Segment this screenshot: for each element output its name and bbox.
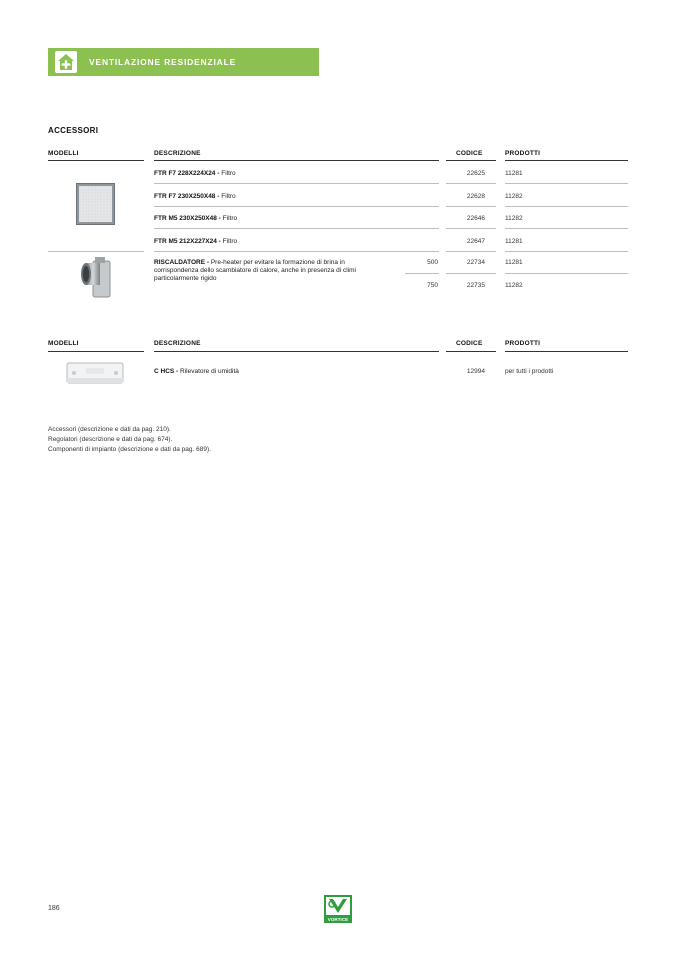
row-divider <box>505 273 628 274</box>
codice-value: 22647 <box>466 238 485 245</box>
page-number: 186 <box>48 905 60 912</box>
model-name: C HCS <box>154 368 175 375</box>
humidity-sensor-image <box>66 360 126 386</box>
model-desc: Rilevatore di umidità <box>180 368 239 375</box>
row-divider <box>48 251 144 252</box>
col-header-modelli: MODELLI <box>48 150 79 157</box>
row-divider <box>446 206 496 207</box>
header-rule <box>154 351 439 352</box>
model-desc: Pre-heater per evitare la formazione di brina in corrispondenza dello scambiatore di calore, anche in presenza di climi particolarmente rigido <box>154 259 356 282</box>
row-divider <box>505 251 628 252</box>
row-divider <box>405 273 439 274</box>
separator: - <box>215 170 222 177</box>
note-line: Componenti di impianto (descrizione e dati da pag. 689). <box>48 446 211 453</box>
house-fan-icon <box>55 51 77 73</box>
heater-image <box>80 255 114 299</box>
codice-value: 22646 <box>466 215 485 222</box>
separator: - <box>174 368 181 375</box>
header-rule <box>48 351 144 352</box>
row-divider <box>505 206 628 207</box>
power-value: 750 <box>427 282 438 289</box>
section-header-bar <box>48 48 319 76</box>
header-title: VENTILAZIONE RESIDENZIALE <box>89 57 237 67</box>
row-divider <box>154 228 439 229</box>
model-name: RISCALDATORE <box>154 259 206 266</box>
table-row <box>154 193 236 201</box>
row-divider <box>446 228 496 229</box>
header-rule <box>505 160 628 161</box>
vortice-logo <box>324 895 352 923</box>
section-title: ACCESSORI <box>48 126 99 135</box>
prodotti-value: 11281 <box>505 259 523 266</box>
row-divider <box>446 273 496 274</box>
codice-value: 12994 <box>466 368 485 375</box>
model-desc: Filtro <box>222 215 238 222</box>
row-divider <box>154 251 439 252</box>
model-name: FTR M5 212X227X24 <box>154 238 217 245</box>
separator: - <box>215 193 222 200</box>
row-divider <box>505 183 628 184</box>
model-name: FTR M5 230X250X48 <box>154 215 217 222</box>
separator: - <box>205 259 211 266</box>
header-rule <box>446 160 496 161</box>
separator: - <box>216 215 223 222</box>
note-line: Accessori (descrizione e dati da pag. 210). <box>48 426 171 433</box>
header-rule <box>48 160 144 161</box>
col-header-codice: CODICE <box>456 340 483 347</box>
header-rule <box>505 351 628 352</box>
table-row <box>154 259 386 283</box>
row-divider <box>154 183 439 184</box>
col-header-descrizione: DESCRIZIONE <box>154 340 201 347</box>
codice-value: 22734 <box>466 259 485 266</box>
codice-value: 22735 <box>466 282 485 289</box>
row-divider <box>505 228 628 229</box>
codice-value: 22625 <box>466 170 485 177</box>
col-header-codice: CODICE <box>456 150 483 157</box>
prodotti-value: 11281 <box>505 238 523 245</box>
header-rule <box>154 160 439 161</box>
table-row <box>154 170 236 178</box>
model-desc: Filtro <box>221 193 236 200</box>
filter-image <box>76 183 116 226</box>
row-divider <box>446 183 496 184</box>
model-desc: Filtro <box>221 170 236 177</box>
header-rule <box>446 351 496 352</box>
power-value: 500 <box>427 259 438 266</box>
table-row <box>154 368 239 376</box>
table-row <box>154 238 237 246</box>
model-desc: Filtro <box>222 238 238 245</box>
row-divider <box>154 206 439 207</box>
prodotti-value: 11282 <box>505 193 523 200</box>
model-name: FTR F7 228X224X24 <box>154 170 216 177</box>
row-divider <box>446 251 496 252</box>
col-header-prodotti: PRODOTTI <box>505 340 541 347</box>
reference-notes <box>48 425 211 455</box>
table-row <box>154 215 237 223</box>
prodotti-value: per tutti i prodotti <box>505 368 554 375</box>
svg-text:VORTICE: VORTICE <box>327 917 349 922</box>
codice-value: 22628 <box>466 193 485 200</box>
prodotti-value: 11281 <box>505 170 523 177</box>
col-header-prodotti: PRODOTTI <box>505 150 541 157</box>
prodotti-value: 11282 <box>505 282 523 289</box>
model-name: FTR F7 230X250X48 <box>154 193 216 200</box>
col-header-modelli: MODELLI <box>48 340 79 347</box>
note-line: Regolatori (descrizione e dati da pag. 674). <box>48 436 173 443</box>
col-header-descrizione: DESCRIZIONE <box>154 150 201 157</box>
prodotti-value: 11282 <box>505 215 523 222</box>
separator: - <box>216 238 223 245</box>
